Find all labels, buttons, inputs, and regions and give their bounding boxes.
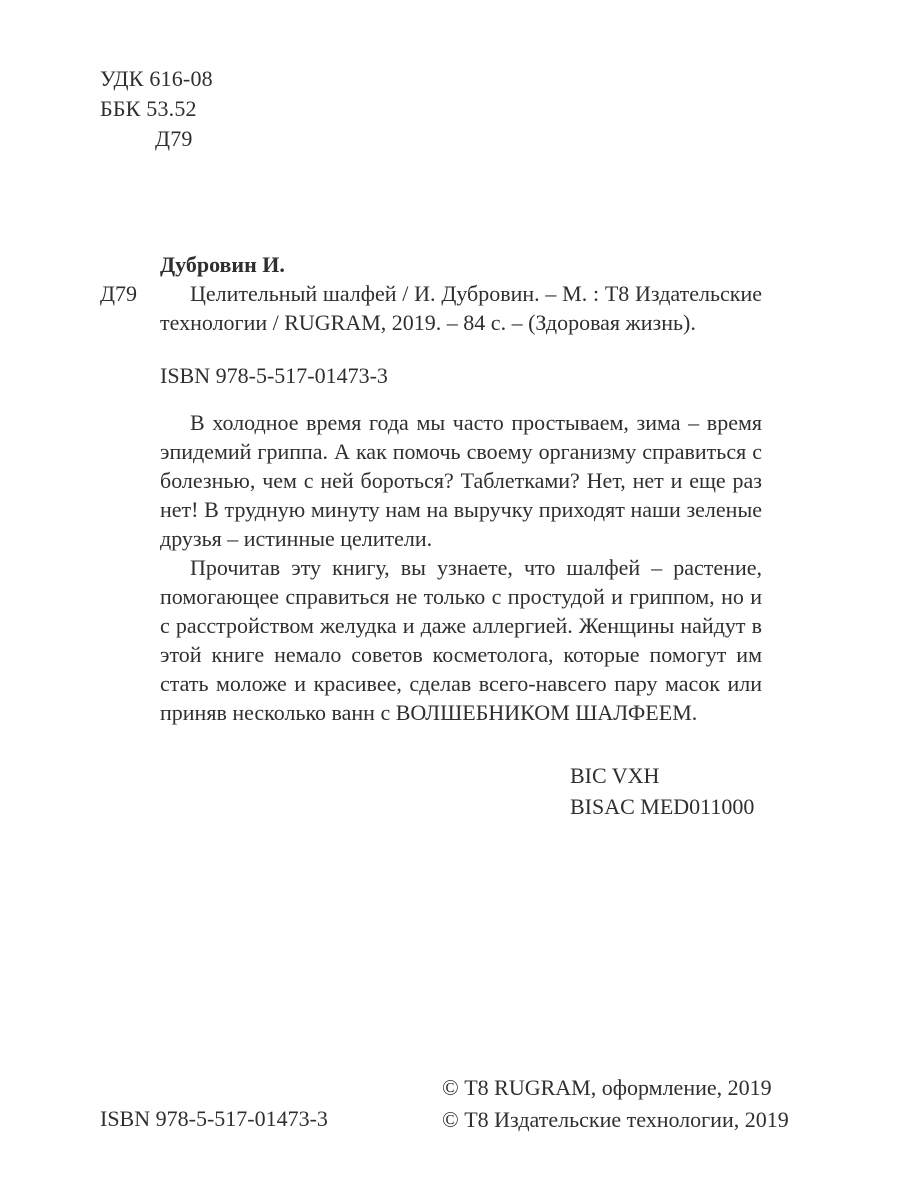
udk-line: УДК 616-08: [100, 66, 213, 91]
bic-code: BIC VXH: [570, 763, 660, 788]
annotation-paragraph-1: В холодное время года мы часто простываем, зима – время эпидемий гриппа. А как помочь своему организму справиться с болезнью, чем с ней бороться? Таблетками? Нет, нет и еще раз нет! В трудную минуту нам на выручку приходят наши зеленые друзья – истинные целители.: [160, 410, 762, 551]
isbn-line: ISBN 978-5-517-01473-3: [160, 363, 388, 388]
bisac-code: BISAC MED011000: [570, 794, 755, 819]
author-mark: Д79: [100, 281, 138, 306]
catalog-card: [100, 250, 762, 390]
author-name: Дубровин И.: [160, 252, 285, 277]
copyright-line-1: © Т8 RUGRAM, оформление, 2019: [442, 1075, 772, 1100]
classification-block: [100, 64, 213, 154]
author-mark-line: Д79: [155, 126, 193, 151]
bibliographic-entry: [100, 279, 762, 337]
bibliographic-description: Целительный шалфей / И. Дубровин. – М. : Т8 Издательские технологии / RUGRAM, 2019. – 84 с. – (Здоровая жизнь).: [160, 281, 762, 335]
copyright-block: [442, 1072, 789, 1136]
footer-isbn: ISBN 978-5-517-01473-3: [100, 1106, 328, 1131]
copyright-line-2: © Т8 Издательские технологии, 2019: [442, 1107, 789, 1132]
annotation-block: [160, 408, 762, 727]
annotation-paragraph-2: Прочитав эту книгу, вы узнаете, что шалфей – растение, помогающее справиться не только с простудой и гриппом, но и с расстройством желудка и даже аллергией. Женщины найдут в этой книге немало советов косметолога, которые помогут им стать моложе и красивее, сделав всего-навсего пару масок или приняв несколько ванн с ВОЛШЕБНИКОМ ШАЛФЕЕМ.: [160, 555, 762, 725]
bbk-line: ББК 53.52: [100, 96, 197, 121]
subject-codes-block: [570, 760, 754, 822]
